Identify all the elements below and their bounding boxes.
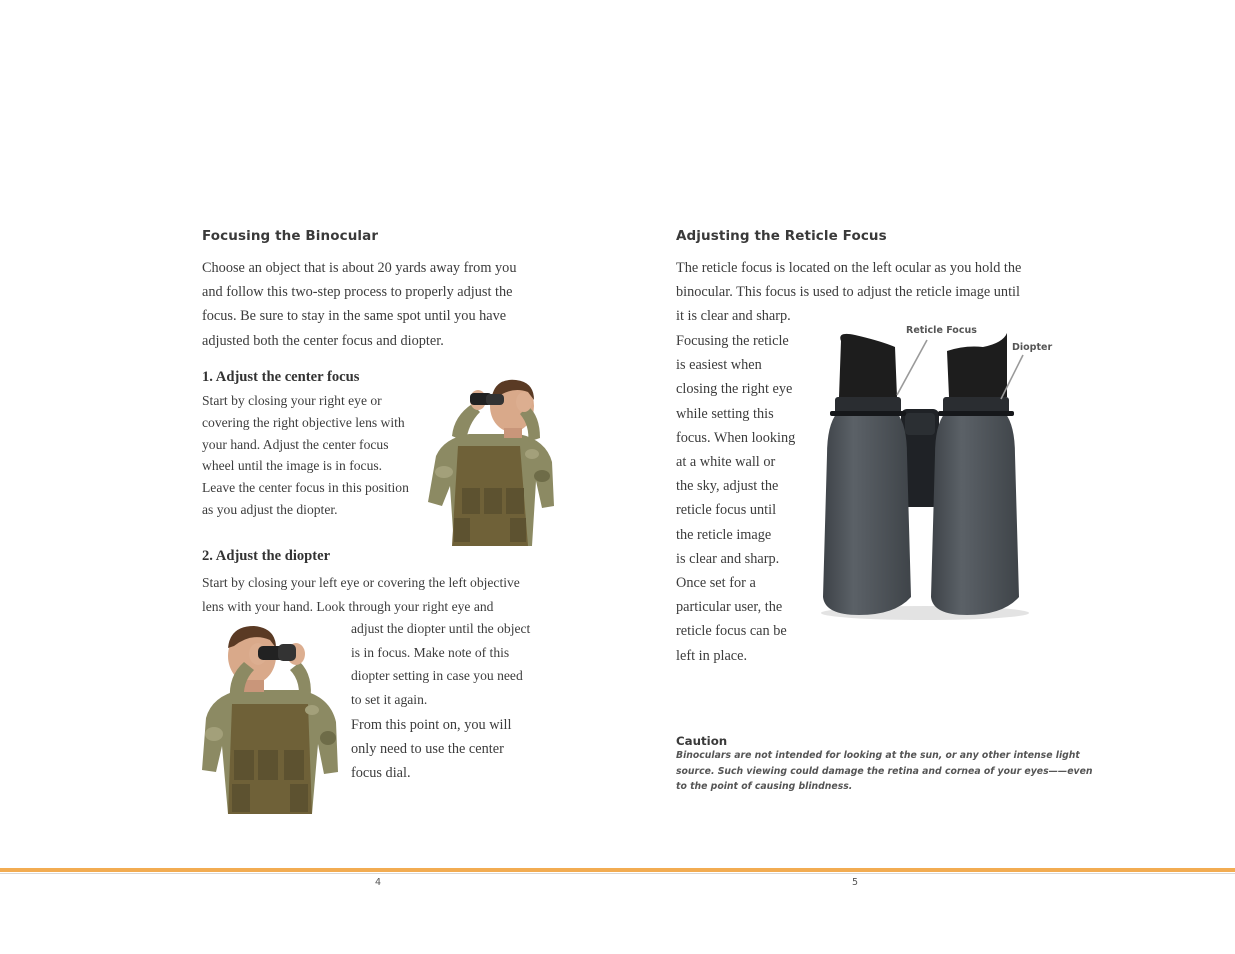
diopter-callout: Diopter [1012,342,1053,353]
step2-line: is in focus. Make note of this [351,644,510,660]
caution-text [676,748,1093,795]
right-column-paragraph [676,329,795,668]
right-column-line: while setting this [676,405,774,422]
footer-rule-shadow [0,873,1235,874]
step2-soldier-photo [200,622,340,814]
footer-rule [0,868,1235,872]
right-intro-paragraph [676,256,1021,329]
right-column-line: the reticle image [676,526,772,543]
step2-closing-line: From this point on, you will [351,717,512,733]
step1-soldier-photo [424,376,558,546]
step2-line: lens with your hand. Look through your right eye and [202,598,494,614]
right-column-line: reticle focus can be [676,623,787,640]
left-intro-line: adjusted both the center focus and diopter. [202,332,444,349]
right-column-line: at a white wall or [676,454,776,471]
left-intro-line: Choose an object that is about 20 yards away from you [202,260,517,276]
right-intro-line: The reticle focus is located on the left ocular as you hold the [676,260,1022,276]
step2-heading: 2. Adjust the diopter [202,548,331,564]
right-column-line: particular user, the [676,599,783,616]
right-column-line: Once set for a [676,575,756,592]
right-intro-line: it is clear and sharp. [676,308,791,325]
reticle-focus-callout: Reticle Focus [906,325,977,336]
caution-line: source. Such viewing could damage the retina and cornea of your eyes——even [676,765,1093,777]
caution-line: to the point of causing blindness. [676,781,853,792]
step2-line: adjust the diopter until the object [351,621,531,636]
step2-paragraph-wrapped [351,617,530,711]
right-column-line: focus. When looking [676,429,796,446]
right-intro-line: binocular. This focus is used to adjust the reticle image until [676,284,1020,301]
caution-title: Caution [676,734,728,748]
right-column-line: closing the right eye [676,381,793,398]
step2-closing-line: only need to use the center [351,741,504,758]
page-number-left: 4 [375,877,382,888]
left-intro-line: and follow this two-step process to properly adjust the [202,284,513,301]
right-column-line: is easiest when [676,357,762,374]
binocular-product-photo [815,325,1055,625]
right-column-line: is clear and sharp. [676,550,780,567]
right-column-line: left in place. [676,647,748,664]
step1-line: wheel until the image is in focus. [202,458,383,474]
step1-line: as you adjust the diopter. [202,501,338,517]
page-number-right: 5 [852,877,859,888]
right-column-line: reticle focus until [676,502,777,519]
right-page-title: Adjusting the Reticle Focus [676,228,887,244]
left-intro-line: focus. Be sure to stay in the same spot until you have [202,308,507,325]
step1-paragraph [202,390,409,521]
step1-line: your hand. Adjust the center focus [202,436,389,452]
step2-closing-paragraph [351,713,511,786]
left-page-title: Focusing the Binocular [202,228,379,244]
step1-heading: 1. Adjust the center focus [202,369,360,385]
step2-line: Start by closing your left eye or covering the left objective [202,575,520,590]
step2-line: diopter setting in case you need [351,668,523,683]
step1-line: Leave the center focus in this position [202,480,409,496]
caution-line: Binoculars are not intended for looking at the sun, or any other intense light [676,750,1080,761]
step2-closing-line: focus dial. [351,765,411,782]
step2-paragraph-full [202,571,520,618]
step2-line: to set it again. [351,691,428,707]
step1-line: Start by closing your right eye or [202,393,382,408]
right-column-line: the sky, adjust the [676,478,779,495]
right-column-line: Focusing the reticle [676,333,789,349]
step1-line: covering the right objective lens with [202,414,405,430]
left-intro-paragraph [202,256,516,353]
